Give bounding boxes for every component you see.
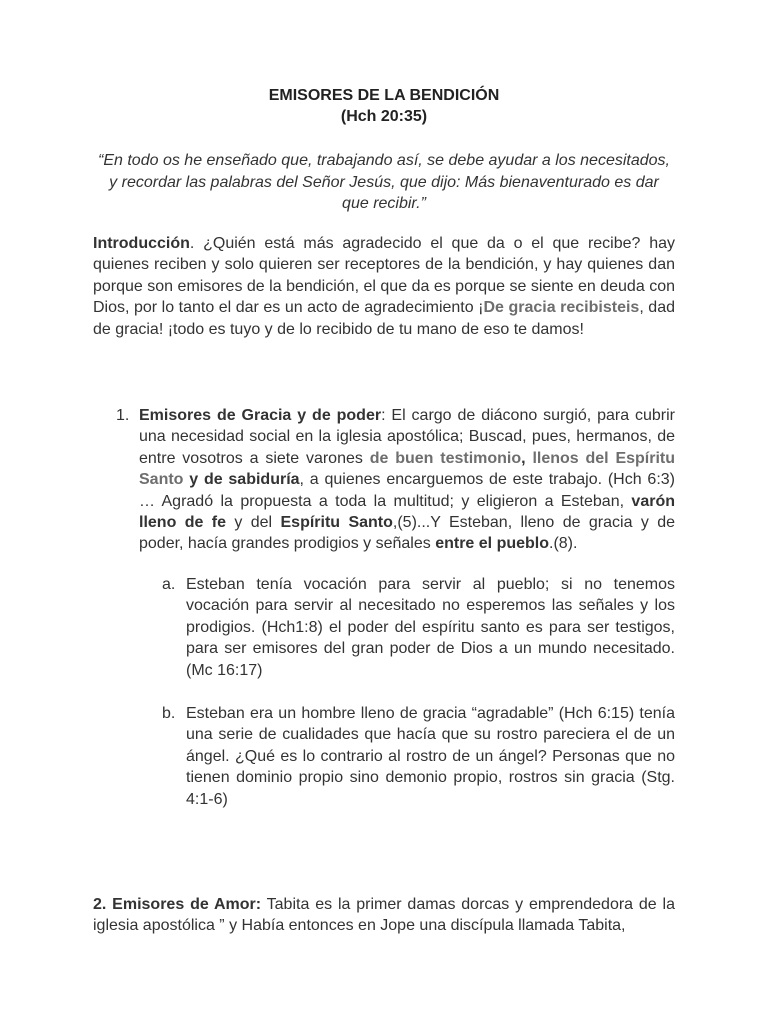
list-item-gracia-poder <box>139 405 675 555</box>
document-reference: (Hch 20:35) <box>340 108 428 125</box>
introduction-text-end: , dad de gracia! ¡todo es tuyo y de lo recibido de tu mano de eso te damos! <box>93 299 675 338</box>
section-text: : El cargo de diácono surgió, para cubrir una necesidad social en la iglesia apostólica; Buscad, pues, hermanos, de entre vosotros a siete varones <box>139 407 676 467</box>
section-heading: 2. Emisores de Amor: <box>93 896 262 913</box>
section-text: Tabita es la primer damas dorcas y emprendedora de la iglesia apostólica ” y Había entonces en Jope una discípula llamada Tabita, <box>93 896 676 935</box>
introduction-highlight: De gracia recibisteis <box>483 299 640 317</box>
bold-varon-lleno-de-fe: varón lleno de fe <box>139 492 675 532</box>
section-text: y del <box>226 514 281 532</box>
sublist-letter-a: a. <box>162 576 176 593</box>
introduction-paragraph <box>93 233 675 340</box>
section-text: , a quienes encarguemos de este trabajo. (Hch 6:3) … Agradó la propuesta a toda la multitud; y eligieron a Esteban, <box>139 471 675 510</box>
bold-comma: , <box>521 449 533 467</box>
section-heading: Emisores de Gracia y de poder <box>139 407 382 424</box>
introduction-text: . ¿Quién está más agradecido el que da o el que recibe? hay quienes reciben y solo quieren ser receptores de la bendición, y hay quienes dan porque son emisores de la bendición, el que da es porque se siente en deuda con Dios, por lo tanto el dar es un acto de agradecimiento ¡ <box>93 235 675 317</box>
section-text: .(8). <box>549 535 578 553</box>
sublist-item-b: Esteban era un hombre lleno de gracia “agradable” (Hch 6:15) tenía una serie de cualidades que hacía que su rostro pareciera el de un ángel. ¿Qué es lo contrario al rostro de un ángel? Personas que no tienen dominio propio sino demonio propio, rostros sin gracia (Stg. 4:1-6) <box>186 705 675 808</box>
document-title: EMISORES DE LA BENDICIÓN <box>268 87 500 104</box>
section-text: ,(5)...Y Esteban, lleno de gracia y de poder, hacía grandes prodigios y señales <box>139 514 676 553</box>
highlight-espiritu-santo: llenos del Espíritu Santo <box>139 449 676 489</box>
bold-entre-el-pueblo: entre el pueblo <box>435 535 549 553</box>
list-item-number: 1. <box>116 407 130 424</box>
sublist-item-a: Esteban tenía vocación para servir al pueblo; si no tenemos vocación para servir al necesitado no esperemos las señales y los prodigios. (Hch1:8) el poder del espíritu santo es para ser testigos, para ser emisores del gran poder de Dios a un mundo necesitado. (Mc 16:17) <box>186 576 675 679</box>
bold-sabiduria: y de sabiduría <box>183 471 300 489</box>
epigraph-quote: “En todo os he enseñado que, trabajando así, se debe ayudar a los necesitados, y recordar las palabras del Señor Jesús, que dijo: Más bienaventurado es dar que recibir.” <box>98 152 670 212</box>
list-item-amor <box>93 894 675 937</box>
bold-espiritu-santo: Espíritu Santo <box>280 514 393 532</box>
highlight-buen-testimonio: de buen testimonio <box>369 449 522 467</box>
introduction-label: Introducción <box>93 235 190 252</box>
sublist-letter-b: b. <box>162 705 176 722</box>
